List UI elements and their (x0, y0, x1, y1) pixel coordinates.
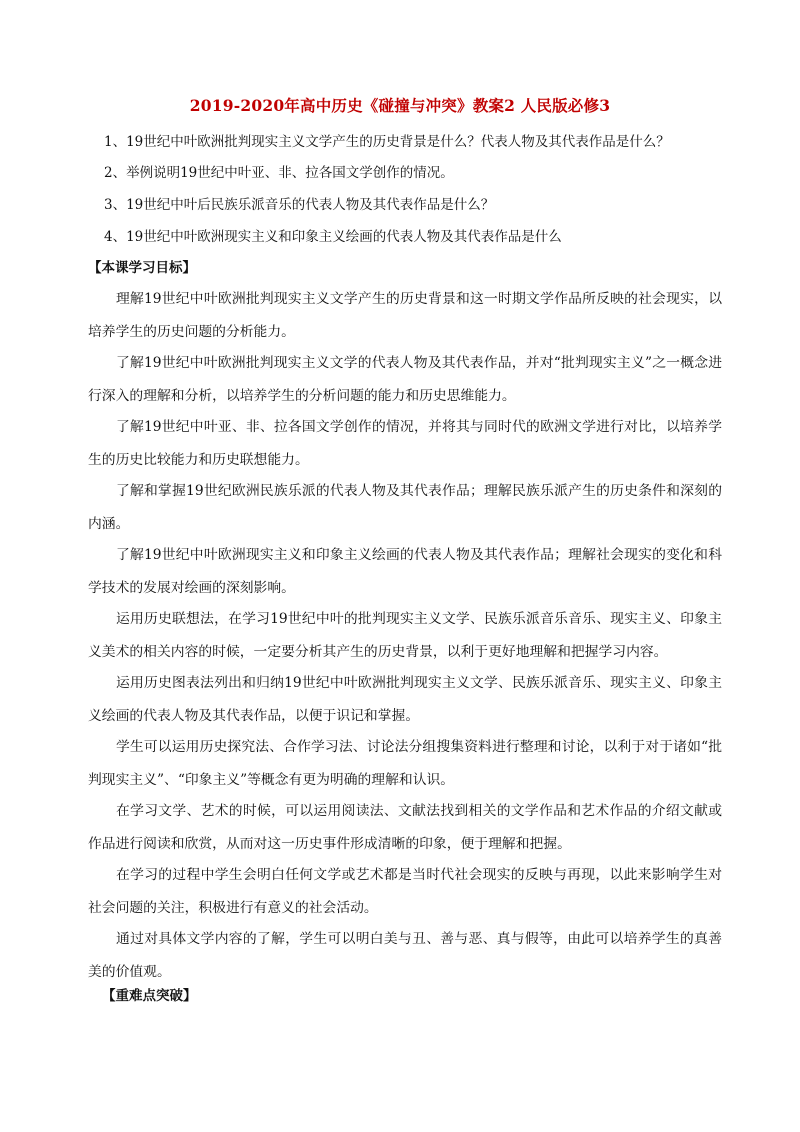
paragraph: 了解19世纪中叶亚、非、拉各国文学创作的情况，并将其与同时代的欧洲文学进行对比，以培养学生的历史比较能力和历史联想能力。 (88, 419, 722, 468)
question-4: 4、19世纪中叶欧洲现实主义和印象主义绘画的代表人物及其代表作品是什么 (104, 229, 562, 245)
paragraph: 了解和掌握19世纪欧洲民族乐派的代表人物及其代表作品；理解民族乐派产生的历史条件和深刻的内涵。 (88, 483, 722, 532)
paragraph: 了解19世纪中叶欧洲批判现实主义文学的代表人物及其代表作品，并对“批判现实主义”之一概念进行深入的理解和分析，以培养学生的分析问题的能力和历史思维能力。 (88, 355, 722, 404)
paragraph: 通过对具体文学内容的了解，学生可以明白美与丑、善与恶、真与假等，由此可以培养学生的真善美的价值观。 (88, 931, 722, 980)
paragraph: 在学习文学、艺术的时候，可以运用阅读法、文献法找到相关的文学作品和艺术作品的介绍文献或作品进行阅读和欣赏，从而对这一历史事件形成清晰的印象，便于理解和把握。 (88, 803, 722, 852)
paragraph: 了解19世纪中叶欧洲现实主义和印象主义绘画的代表人物及其代表作品；理解社会现实的变化和科学技术的发展对绘画的深刻影响。 (88, 547, 722, 596)
paragraph: 学生可以运用历史探究法、合作学习法、讨论法分组搜集资料进行整理和讨论，以利于对于诸如“批判现实主义”、“印象主义”等概念有更为明确的理解和认识。 (88, 739, 722, 788)
paragraph: 运用历史联想法，在学习19世纪中叶的批判现实主义文学、民族乐派音乐音乐、现实主义、印象主义美术的相关内容的时候，一定要分析其产生的历史背景，以利于更好地理解和把握学习内容。 (88, 611, 722, 660)
paragraph: 在学习的过程中学生会明白任何文学或艺术都是当时代社会现实的反映与再现，以此来影响学生对社会问题的关注，积极进行有意义的社会活动。 (88, 867, 722, 916)
question-1: 1、19世纪中叶欧洲批判现实主义文学产生的历史背景是什么？代表人物及其代表作品是什么？ (104, 134, 670, 150)
paragraph: 理解19世纪中叶欧洲批判现实主义文学产生的历史背景和这一时期文学作品所反映的社会现实，以培养学生的历史问题的分析能力。 (88, 291, 722, 340)
question-2: 2、举例说明19世纪中叶亚、非、拉各国文学创作的情况。 (104, 165, 454, 181)
document-title: 2019-2020年高中历史《碰撞与冲突》教案2 人民版必修3 (189, 96, 611, 115)
section-heading-key-points: 【重难点突破】 (102, 988, 197, 1004)
section-heading-goals: 【本课学习目标】 (88, 260, 196, 276)
question-3: 3、19世纪中叶后民族乐派音乐的代表人物及其代表作品是什么？ (104, 197, 495, 213)
paragraph: 运用历史图表法列出和归纳19世纪中叶欧洲批判现实主义文学、民族乐派音乐、现实主义、印象主义绘画的代表人物及其代表作品，以便于识记和掌握。 (88, 675, 722, 724)
